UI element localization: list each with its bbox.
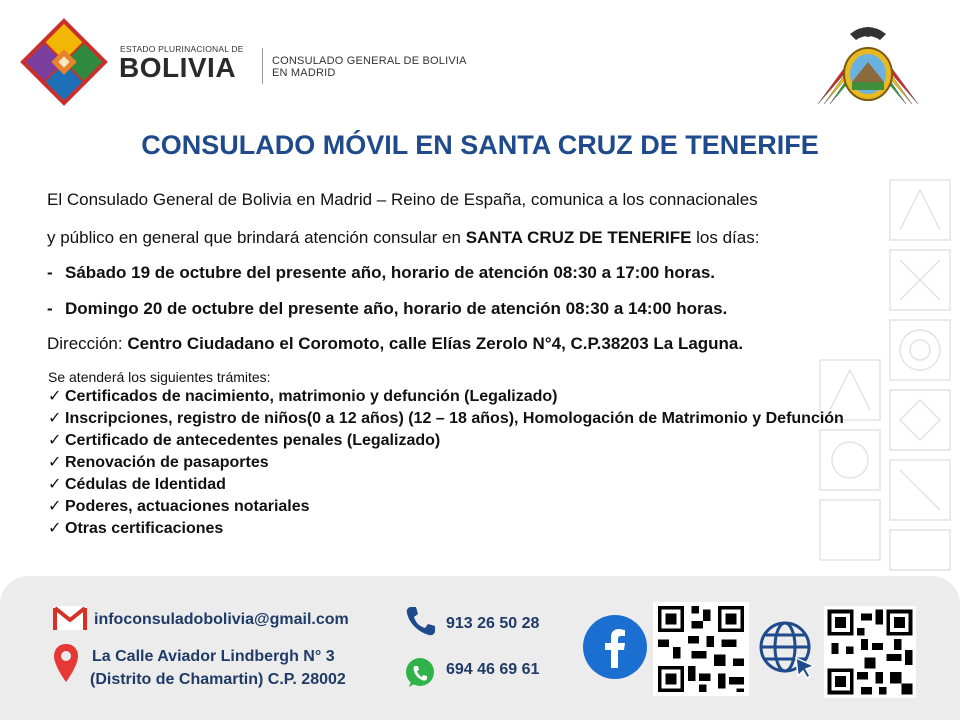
list-item: ✓ Cédulas de Identidad xyxy=(48,474,908,496)
schedule-saturday-text: Sábado 19 de octubre del presente año, horario de atención 08:30 a 17:00 horas. xyxy=(65,263,715,282)
list-item: ✓ Poderes, actuaciones notariales xyxy=(48,496,908,518)
intro-line-1: El Consulado General de Bolivia en Madrid – Reino de España, comunica a los connacionales xyxy=(47,190,758,209)
check-icon: ✓ xyxy=(48,498,62,515)
check-icon: ✓ xyxy=(48,410,62,427)
schedule-sunday-text: Domingo 20 de octubre del presente año, horario de atención 08:30 a 14:00 horas. xyxy=(65,299,728,318)
intro-location: SANTA CRUZ DE TENERIFE xyxy=(465,228,692,247)
venue-address-value: Centro Ciudadano el Coromoto, calle Elías Zerolo N°4, C.P.38203 La Laguna. xyxy=(127,334,744,353)
gmail-icon xyxy=(52,604,88,632)
office-address-line2: (Distrito de Chamartin) C.P. 28002 xyxy=(90,671,346,688)
list-item: ✓ Renovación de pasaportes xyxy=(48,452,908,474)
bolivia-wordmark: BOLIVIA xyxy=(119,52,237,83)
contact-email[interactable]: infoconsuladobolivia@gmail.com xyxy=(94,611,349,628)
check-icon: ✓ xyxy=(48,454,62,471)
qr-code-icon[interactable] xyxy=(653,602,749,696)
contact-phone[interactable]: 913 26 50 28 xyxy=(446,615,540,632)
contact-whatsapp[interactable]: 694 46 69 61 xyxy=(446,661,540,678)
office-address-line1: La Calle Aviador Lindbergh N° 3 xyxy=(92,648,335,665)
qr-code-icon[interactable] xyxy=(824,606,916,698)
list-item: ✓ Inscripciones, registro de niños(0 a 12 años) (12 – 18 años), Homologación de Matrimonio y Defunción xyxy=(48,408,908,430)
phone-icon xyxy=(404,604,436,638)
check-icon: ✓ xyxy=(48,476,62,493)
coat-of-arms-emblem xyxy=(808,12,928,112)
schedule-saturday: - Sábado 19 de octubre del presente año, horario de atención 08:30 a 17:00 horas. xyxy=(47,263,715,282)
estado-plurinacional-text: ESTADO PLURINACIONAL DE xyxy=(120,44,244,54)
venue-address-label: Dirección: xyxy=(47,334,128,353)
intro-line-2-start: y público en general que brindará atención consular en xyxy=(47,228,466,247)
consulado-name-line1: CONSULADO GENERAL DE BOLIVIA xyxy=(272,55,467,67)
list-item: ✓ Certificados de nacimiento, matrimonio y defunción (Legalizado) xyxy=(48,386,908,408)
page-title: CONSULADO MÓVIL EN SANTA CRUZ DE TENERIFE xyxy=(141,130,819,160)
procedures-list xyxy=(48,386,908,540)
schedule-sunday: - Domingo 20 de octubre del presente año, horario de atención 08:30 a 14:00 horas. xyxy=(47,299,728,318)
list-item: ✓ Otras certificaciones xyxy=(48,518,908,540)
globe-icon[interactable] xyxy=(756,618,818,680)
consulado-name-line2: EN MADRID xyxy=(272,67,336,79)
facebook-icon[interactable] xyxy=(582,614,648,680)
location-pin-icon xyxy=(52,642,80,684)
consulado-name xyxy=(272,55,467,79)
check-icon: ✓ xyxy=(48,520,62,537)
check-icon: ✓ xyxy=(48,388,62,405)
check-icon: ✓ xyxy=(48,432,62,449)
list-item: ✓ Certificado de antecedentes penales (Legalizado) xyxy=(48,430,908,452)
venue-address xyxy=(47,334,743,354)
whatsapp-icon xyxy=(404,657,436,689)
intro-line-2 xyxy=(47,228,759,248)
header-divider xyxy=(262,48,263,84)
procedures-intro: Se atenderá los siguientes trámites: xyxy=(48,369,271,385)
bolivia-mosaic-logo xyxy=(20,18,108,106)
intro-line-2-end: los días: xyxy=(691,228,760,247)
